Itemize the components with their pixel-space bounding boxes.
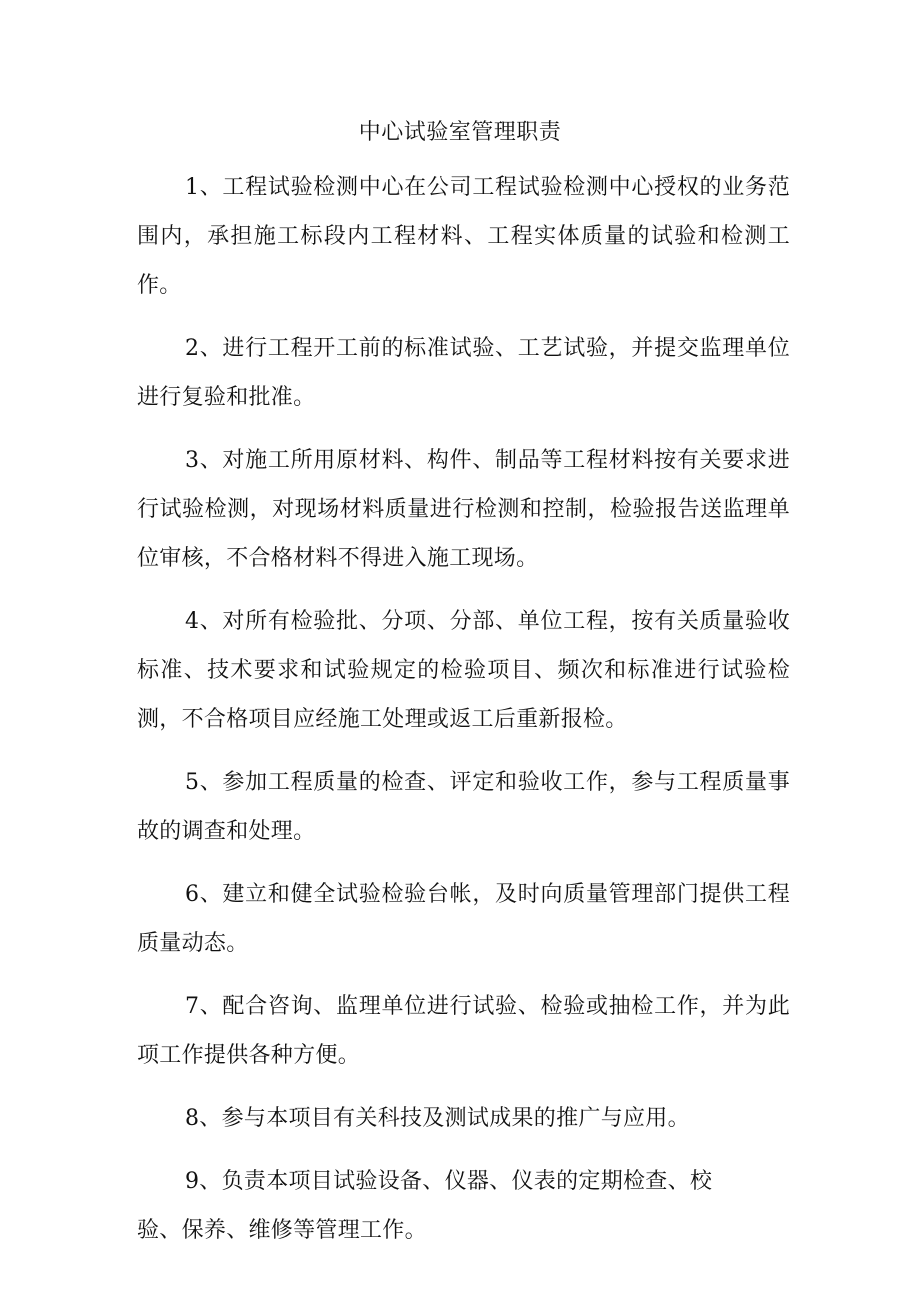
paragraph-2: 2、进行工程开工前的标准试验、工艺试验，并提交监理单位进行复验和批准。 <box>137 336 790 410</box>
paragraph-3: 3、对施工所用原材料、构件、制品等工程材料按有关要求进行试验检测，对现场材料质量进行检测和控制，检验报告送监理单位审核，不合格材料不得进入施工现场。 <box>137 448 790 571</box>
paragraph-1: 1、工程试验检测中心在公司工程试验检测中心授权的业务范围内，承担施工标段内工程材料、工程实体质量的试验和检测工作。 <box>137 175 790 298</box>
paragraph-7: 7、配合咨询、监理单位进行试验、检验或抽检工作，并为此项工作提供各种方便。 <box>137 994 790 1068</box>
paragraph-6: 6、建立和健全试验检验台帐，及时向质量管理部门提供工程质量动态。 <box>137 882 790 956</box>
paragraph-8: 8、参与本项目有关科技及测试成果的推广与应用。 <box>185 1106 690 1131</box>
document-body <box>137 163 790 1269</box>
paragraph-4: 4、对所有检验批、分项、分部、单位工程，按有关质量验收标准、技术要求和试验规定的检验项目、频次和标准进行试验检测，不合格项目应经施工处理或返工后重新报检。 <box>137 609 790 732</box>
paragraph-9-continuation: 验、保养、维修等管理工作。 <box>137 1218 427 1243</box>
paragraph-9: 9、负责本项目试验设备、仪器、仪表的定期检查、校 <box>185 1169 713 1194</box>
paragraph-5: 5、参加工程质量的检查、评定和验收工作，参与工程质量事故的调查和处理。 <box>137 770 790 844</box>
document-title: 中心试验室管理职责 <box>358 120 562 145</box>
